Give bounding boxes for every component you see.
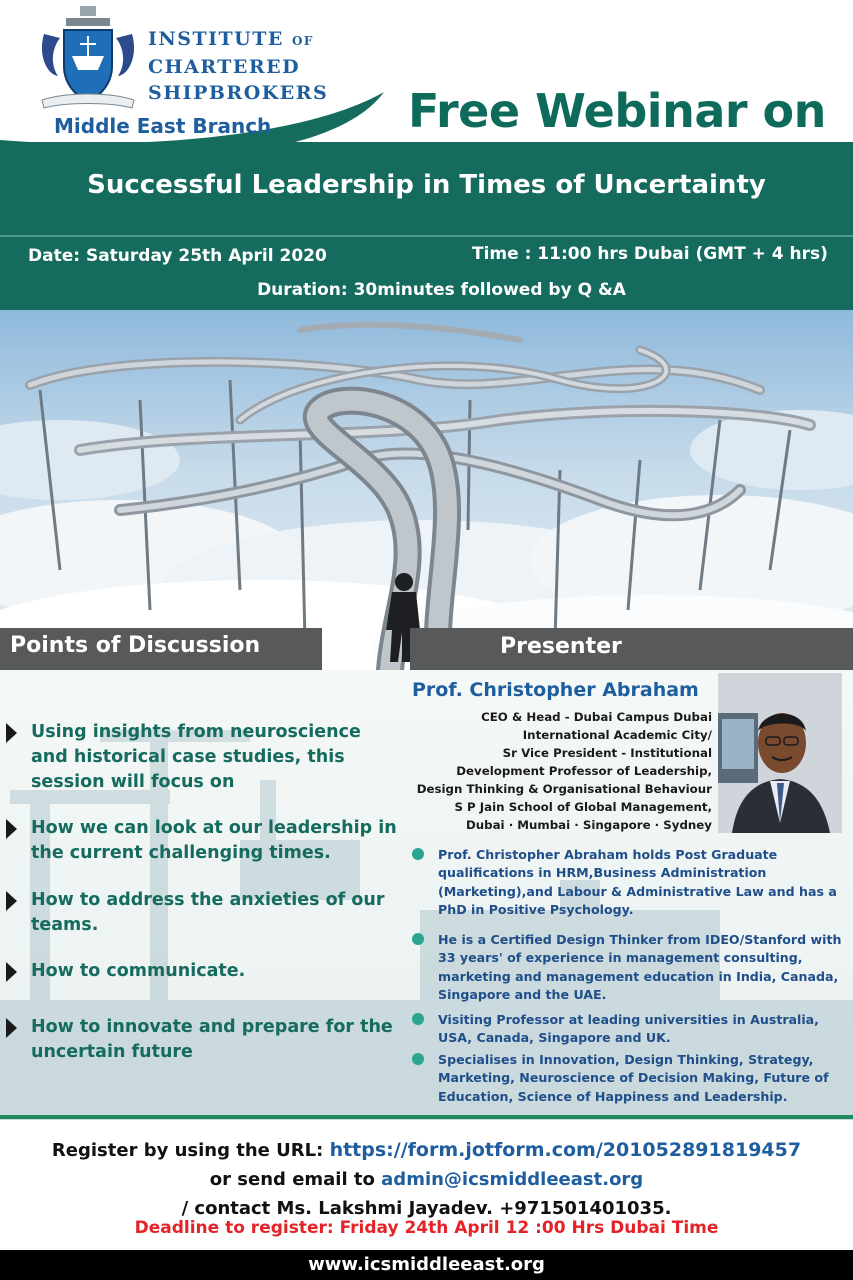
registration-deadline: Deadline to register: Friday 24th April 12 :00 Hrs Dubai Time bbox=[134, 1218, 719, 1238]
event-date: Date: Saturday 25th April 2020 bbox=[28, 246, 327, 266]
presenter-titles: CEO & Head - Dubai Campus Dubai International Academic City/ Sr Vice President - Institutional Development Professor of Leadership, Design Thinking & Organisational Behaviour S P Jain School of Global Management, Dubai · Mumbai · Singapore · Sydney bbox=[416, 710, 712, 832]
webinar-title: Successful Leadership in Times of Uncertainty bbox=[87, 170, 766, 200]
section-divider bbox=[0, 1115, 853, 1119]
presenter-photo bbox=[718, 673, 842, 833]
event-duration: Duration: 30minutes followed by Q &A bbox=[257, 280, 626, 300]
bio-item: Prof. Christopher Abraham holds Post Graduate qualifications in HRM,Business Administration (Marketing),and Labour & Administrative Law and has a PhD in Positive Psychology. bbox=[412, 846, 848, 920]
presenter-name: Prof. Christopher Abraham bbox=[412, 679, 699, 701]
presenter-header: Presenter bbox=[410, 628, 853, 670]
triangle-bullet-icon bbox=[6, 962, 17, 982]
maze-walkways-illustration bbox=[0, 310, 853, 670]
website-link[interactable]: www.icsmiddleeast.org bbox=[308, 1254, 545, 1275]
header bbox=[0, 0, 853, 145]
list-item: How we can look at our leadership in the current challenging times. bbox=[6, 816, 401, 866]
list-item: How to communicate. bbox=[6, 959, 401, 984]
triangle-bullet-icon bbox=[6, 1018, 17, 1038]
triangle-bullet-icon bbox=[6, 891, 17, 911]
bullet-dot-icon bbox=[412, 1053, 424, 1065]
triangle-bullet-icon bbox=[6, 723, 17, 743]
registration-url-link[interactable]: https://form.jotform.com/201052891819457 bbox=[329, 1139, 802, 1161]
bio-item: Visiting Professor at leading universities in Australia, USA, Canada, Singapore and UK. bbox=[412, 1011, 848, 1048]
title-divider bbox=[0, 235, 853, 237]
bullet-dot-icon bbox=[412, 848, 424, 860]
hero-image bbox=[0, 310, 853, 670]
points-of-discussion-header: Points of Discussion bbox=[0, 628, 322, 670]
triangle-bullet-icon bbox=[6, 819, 17, 839]
list-item: How to address the anxieties of our teams. bbox=[6, 888, 401, 938]
bio-item: Specialises in Innovation, Design Thinking, Strategy, Marketing, Neuroscience of Decision Making, Future of Education, Science of Happiness and Leadership. bbox=[412, 1051, 848, 1106]
event-time: Time : 11:00 hrs Dubai (GMT + 4 hrs) bbox=[472, 244, 828, 264]
list-item: How to innovate and prepare for the uncertain future bbox=[6, 1015, 401, 1065]
list-item: Using insights from neuroscience and historical case studies, this session will focus on bbox=[6, 720, 401, 795]
organisation-name: INSTITUTE OF CHARTERED SHIPBROKERS bbox=[148, 28, 329, 104]
crest-logo-icon bbox=[36, 4, 140, 116]
registration-email-link[interactable]: admin@icsmiddleeast.org bbox=[381, 1169, 644, 1190]
branch-name: Middle East Branch bbox=[54, 114, 272, 138]
bullet-dot-icon bbox=[412, 1013, 424, 1025]
bio-item: He is a Certified Design Thinker from IDEO/Stanford with 33 years' of experience in management consulting, marketing and management education in India, Canada, Singapore and the UAE. bbox=[412, 931, 848, 1005]
registration-info: Register by using the URL: https://form.jotform.com/201052891819457 or send email to admin@icsmiddleeast.org / contact Ms. Lakshmi Jayadev. +971501401035. bbox=[51, 1139, 802, 1219]
footer-bar bbox=[0, 1250, 853, 1280]
headline: Free Webinar on bbox=[408, 84, 826, 138]
bullet-dot-icon bbox=[412, 933, 424, 945]
